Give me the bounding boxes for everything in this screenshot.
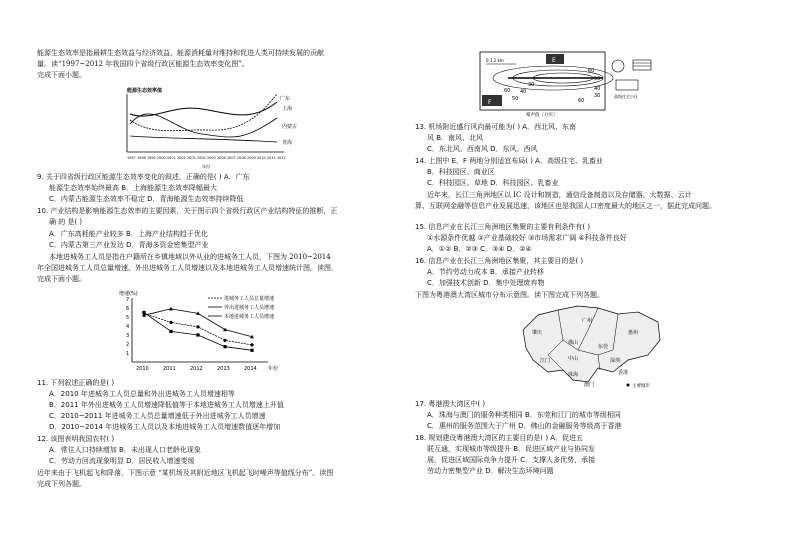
svg-text:江门: 江门 bbox=[540, 358, 551, 364]
legend-qinghai: 青海 bbox=[282, 140, 293, 146]
legend-shanghai: 上海 bbox=[282, 106, 293, 112]
intro-line-4: 本地进城务工人员是指在户籍所在乡镇地域以外从业的进城务工人员，下图为 2010~2014 bbox=[49, 253, 331, 261]
chart2-point bbox=[223, 345, 226, 348]
q13-option-b: 风 B．南风、北风 bbox=[427, 134, 484, 142]
svg-text:主要城市: 主要城市 bbox=[632, 384, 650, 389]
svg-text:30: 30 bbox=[594, 93, 601, 99]
chart2-point bbox=[250, 349, 253, 352]
chart1-xtick: 2000 bbox=[157, 156, 166, 160]
chart2-ytick: 2 bbox=[126, 342, 130, 348]
q14: 14. 上图中 E、F 两地分别适宜布局( ) A．高级住宅、乳畜业 bbox=[415, 157, 603, 165]
q12-options-cd: C．劳动力回流现象明显 D．居民收入增速变缓 bbox=[49, 457, 195, 465]
chart2-point bbox=[169, 307, 173, 311]
intro-line-11: 下图为粤港澳大湾区城市分布示意图。读下图完成下列各题。 bbox=[415, 291, 604, 299]
chart1-xtick: 2001 bbox=[167, 156, 176, 160]
svg-text:澳门: 澳门 bbox=[584, 382, 595, 388]
q14-option-b: B．科技园区、商业区 bbox=[427, 168, 495, 176]
q18-line-2: 联互通，实现城市等级提升 B．促进区域产业与协同发 bbox=[427, 445, 596, 453]
chart1-xtick: 1998 bbox=[137, 156, 146, 160]
intro-line-6: 完成下面小题。 bbox=[37, 275, 86, 283]
svg-text:E: E bbox=[552, 57, 556, 64]
svg-text:广州: 广州 bbox=[582, 318, 593, 324]
svg-text:50: 50 bbox=[512, 96, 519, 102]
chart2-xtick: 2013 bbox=[217, 366, 230, 372]
chart1-xtick: 2011 bbox=[267, 156, 276, 160]
chart1-xtick: 2003 bbox=[187, 156, 196, 160]
chart2-xtick: 2014 bbox=[244, 366, 257, 372]
svg-text:高级住宅小区: 高级住宅小区 bbox=[614, 94, 638, 99]
greater-bay-area-map bbox=[518, 300, 668, 392]
chart1-xtick: 2007 bbox=[227, 156, 236, 160]
chart1-xtick: 2002 bbox=[177, 156, 186, 160]
svg-text:惠州: 惠州 bbox=[628, 330, 639, 336]
svg-text:佛山: 佛山 bbox=[568, 340, 579, 346]
chart2-legend-label: 外出进城务工人员增速 bbox=[224, 305, 275, 311]
q11: 11. 下列叙述正确的是( ) bbox=[37, 379, 115, 387]
q13: 13. 机场附近盛行风向最可能为( ) A．西北风、东南 bbox=[415, 123, 577, 131]
chart2-ytick: 4 bbox=[126, 324, 130, 330]
svg-text:30: 30 bbox=[528, 82, 535, 88]
chart2-xlabel: 年份 bbox=[268, 366, 279, 372]
chart2-point bbox=[169, 330, 172, 333]
legend-guangdong: 广东 bbox=[280, 96, 291, 102]
chart2-legend-label: 进城务工人员总量增速 bbox=[224, 296, 275, 302]
intro-line-9: 近年来，长江三角洲地区以 IC 设计和制造，通信设备制造以及存储器、大数据、云计 bbox=[427, 191, 692, 199]
chart2-ytick: 5 bbox=[126, 315, 130, 321]
chart2-ytick: 7 bbox=[126, 297, 130, 303]
city-marker-icon bbox=[627, 384, 630, 387]
chart2-legend-label: 本地进城务工人员增速 bbox=[224, 314, 275, 320]
chart1-xtick: 2008 bbox=[237, 156, 246, 160]
chart2-point bbox=[223, 328, 227, 332]
q11-option-a: A．2010 年进城务工人员总量和外出进城务工人员增速相等 bbox=[49, 390, 235, 398]
energy-efficiency-chart bbox=[112, 84, 312, 170]
q12: 12. 该图表明我国农村( ) bbox=[37, 435, 115, 443]
chart2-point bbox=[169, 321, 172, 324]
chart2-xtick: 2012 bbox=[190, 366, 203, 372]
svg-text:香港: 香港 bbox=[618, 370, 629, 376]
chart1-xtick: 2012 bbox=[277, 156, 286, 160]
svg-text:50: 50 bbox=[594, 76, 601, 82]
chart1-xtick: 2004 bbox=[197, 156, 206, 160]
legend-neimenggu: 内蒙古 bbox=[282, 124, 298, 130]
svg-text:60: 60 bbox=[578, 98, 585, 104]
series-neimenggu bbox=[130, 114, 277, 137]
chart2-point bbox=[196, 325, 199, 328]
worker-growth-chart bbox=[118, 288, 308, 378]
chart2-xtick: 2010 bbox=[136, 366, 149, 372]
intro-line-1: 能源生态效率是指最耕生态效益与经济效益，能源消耗量对维持和促进人类可持续发展的贡献 bbox=[37, 49, 324, 57]
q14-options-cd: C．科技园区、草地 D．科技园区、乳畜业 bbox=[427, 179, 559, 187]
series-qinghai bbox=[130, 136, 277, 142]
svg-text:60: 60 bbox=[504, 88, 511, 94]
q17-options-ab: A．珠海与澳门的服务种类相同 B．东莞和江门的城市等级相同 bbox=[427, 411, 621, 419]
svg-text:肇庆: 肇庆 bbox=[532, 330, 543, 336]
intro-line-7: 近年来由于飞机起飞和降落，下图示意 “某机场及其附近地区飞机起飞时噪声等值线分布”。读图 bbox=[37, 469, 334, 477]
chart1-xtick: 1997 bbox=[127, 156, 136, 160]
q10-options-ab: A．广东高耗能产业较多 B．上海产业结构趋于优化 bbox=[49, 230, 208, 238]
intro-line-10: 算、互联网金融等信息产业发展迅速，该地区也是我国人口密度最大的地区之一，据此完成问题。 bbox=[415, 202, 716, 210]
q10-stem-end: 确 的 是( ) bbox=[49, 218, 83, 226]
chart1-ylabel: 能源生态效率值 bbox=[127, 88, 163, 94]
q18-line-4: 劳动力密集型产业 D．解决生态环境问题 bbox=[427, 467, 554, 475]
svg-text:中山: 中山 bbox=[568, 356, 579, 362]
q16-options-ab: A．节约劳动力成本 B．承接产业转移 bbox=[427, 268, 544, 276]
q9: 9. 关于四省级行政区能源生态效率变化的叙述，正确的是( ) A．广东 bbox=[37, 173, 250, 181]
chart2-ytick: 3 bbox=[126, 333, 130, 339]
svg-text:0 1 2 km: 0 1 2 km bbox=[486, 58, 504, 63]
chart1-xtick: 2006 bbox=[217, 156, 226, 160]
residential-zone bbox=[616, 80, 638, 90]
chart1-xticks bbox=[127, 156, 286, 160]
chart2-ytick: 1 bbox=[126, 351, 130, 357]
q15-items: ①水源条件优越 ②产业基础较好 ③市场需求广阔 ④科技条件良好 bbox=[427, 234, 627, 242]
airport-noise-map bbox=[478, 50, 668, 120]
q18: 18. 规划建设粤港澳大湾区的主要目的是( ) A．促进五 bbox=[415, 434, 584, 442]
q10-options-cd: C．内蒙古第三产业发达 D．青海多资金密集型产业 bbox=[49, 241, 209, 249]
q11-option-b: B．2011 年外出进城务工人员增速降低值等于本地进城务工人员增速上升值 bbox=[49, 401, 284, 409]
intro-line-3: 完成下面小题。 bbox=[37, 71, 86, 79]
intro-line-8: 完成下列各题。 bbox=[37, 480, 86, 488]
intro-line-5: 年全国进城务工人员总量增速、外出进城务工人员增速以及本地进城务工人员增速统计图。读图， bbox=[37, 264, 338, 272]
svg-text:珠海: 珠海 bbox=[568, 372, 579, 378]
chart1-xtick: 2009 bbox=[247, 156, 256, 160]
q16-options-cd: C．加强技术创新 D．集中处理废弃物 bbox=[427, 279, 545, 287]
series-shanghai bbox=[130, 94, 277, 131]
intro-line-2: 量。读“1997~2012 年我国四个省级行政区能源生态效率变化图”。 bbox=[37, 60, 249, 68]
q9-options-ab: 能源生态效率始终最高 B．上海能源生态效率降幅最大 bbox=[49, 184, 218, 192]
chart2-ylabel: 增速(%) bbox=[119, 291, 138, 297]
chart2-point bbox=[196, 333, 199, 336]
svg-text:深圳: 深圳 bbox=[610, 358, 621, 364]
chart2-xtick: 2011 bbox=[163, 366, 176, 372]
chart1-xtick: 1999 bbox=[147, 156, 156, 160]
compass-icon bbox=[612, 60, 624, 72]
q17-options-cd: C．惠州的服务范围大于广州 D．佛山的金融服务等级高于香港 bbox=[427, 422, 622, 430]
chart1-xlabel: 年份 bbox=[202, 164, 210, 169]
chart2-point bbox=[223, 339, 226, 342]
chart2-point bbox=[250, 343, 253, 346]
q18-line-3: 展，促进区域国际竞争力提升 C．支撑人多优势，承接 bbox=[427, 456, 596, 464]
svg-text:噪声值（分贝）: 噪声值（分贝） bbox=[526, 113, 558, 118]
svg-text:F: F bbox=[488, 99, 492, 106]
svg-text:60: 60 bbox=[588, 68, 595, 74]
chart2-ytick: 6 bbox=[126, 306, 130, 312]
svg-text:40: 40 bbox=[594, 86, 601, 92]
q15: 15. 信息产业在长江三角洲地区集聚的主要有利条件有( ) bbox=[415, 223, 591, 231]
svg-text:40: 40 bbox=[520, 89, 527, 95]
chart1-xtick: 2010 bbox=[257, 156, 266, 160]
q9-options-cd: C．内蒙古能源生态效率不稳定 D．青海能源生态效率持续降低 bbox=[49, 195, 244, 203]
chart1-xtick: 2005 bbox=[207, 156, 216, 160]
q11-option-d: D．2010~2014 年进城务工人员以及本地进城务工人员增速数值逐年增加 bbox=[49, 423, 281, 431]
q15-options: A．①② B．②③ C．③④ D．②④ bbox=[427, 245, 532, 253]
q17: 17. 粤港澳大湾区中( ) bbox=[415, 400, 486, 408]
q16: 16. 信息产业在长江三角洲地区集聚，其主要目的是( ) bbox=[415, 257, 584, 265]
svg-text:东莞: 东莞 bbox=[598, 344, 609, 350]
q12-options-ab: A．常住人口持续增加 B．未出现人口老龄化现象 bbox=[49, 446, 201, 454]
q10: 10. 产业结构是影响能源生态效率的主要因素，关于图示四个省级行政区产业结构特征的推断，正 bbox=[37, 207, 338, 215]
q11-option-c: C．2010~2011 年进城务工人员总量增速低于外出进城务工人员增速 bbox=[49, 412, 266, 420]
q13-options-cd: C．东北风、西南风 D．东风、西风 bbox=[427, 145, 538, 153]
